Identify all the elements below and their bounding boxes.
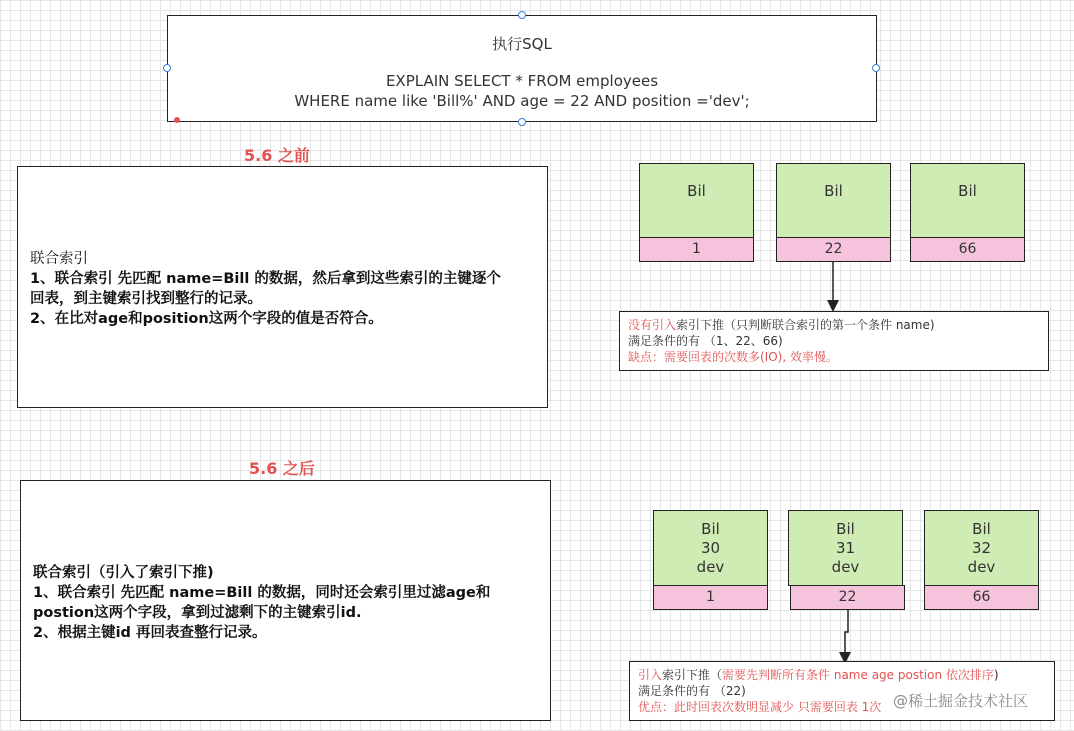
before-arrow bbox=[820, 262, 846, 314]
after-index-key-1[interactable] bbox=[653, 510, 768, 586]
sql-line-1: EXPLAIN SELECT * FROM employees bbox=[385, 72, 659, 90]
after-index-ptr-1[interactable]: 1 bbox=[653, 585, 768, 610]
watermark: @稀土掘金技术社区 bbox=[893, 692, 1029, 710]
before-note-line-1 bbox=[628, 317, 1040, 333]
after-key-2-position: dev bbox=[831, 558, 860, 576]
before-index-ptr-1[interactable]: 1 bbox=[639, 237, 754, 262]
before-desc-title: 联合索引 bbox=[30, 251, 88, 267]
before-heading: 5.6 之前 bbox=[244, 146, 310, 165]
after-index-key-3[interactable] bbox=[924, 510, 1039, 586]
before-index-ptr-3[interactable]: 66 bbox=[910, 237, 1025, 262]
resize-handle-left[interactable] bbox=[163, 64, 171, 72]
before-index-key-1[interactable]: Bil bbox=[639, 163, 754, 238]
after-description-box[interactable] bbox=[20, 480, 551, 721]
connection-point[interactable] bbox=[174, 117, 180, 123]
after-desc-line-2: postion这两个字段，拿到过滤剩下的主键索引id. bbox=[33, 605, 362, 621]
after-index-ptr-2[interactable]: 22 bbox=[790, 585, 905, 610]
after-note-end-text: ) bbox=[993, 668, 999, 682]
before-note[interactable] bbox=[619, 311, 1049, 371]
before-index-key-3[interactable]: Bil bbox=[910, 163, 1025, 238]
after-key-2-age: 31 bbox=[835, 539, 856, 557]
before-note-line-3: 缺点：需要回表的次数多(IO), 效率慢。 bbox=[628, 350, 838, 364]
after-key-3-position: dev bbox=[967, 558, 996, 576]
sql-line-2: WHERE name like 'Bill%' AND age = 22 AND position ='dev'; bbox=[294, 92, 750, 110]
after-key-3-age: 32 bbox=[971, 539, 992, 557]
after-desc-line-3: 2、根据主键id 再回表查整行记录。 bbox=[33, 625, 267, 641]
before-note-red-text: 没有引入 bbox=[628, 318, 677, 332]
after-key-1-age: 30 bbox=[700, 539, 721, 557]
after-arrow bbox=[830, 610, 860, 666]
after-note-red-text-1: 引入 bbox=[638, 668, 663, 682]
before-desc-line-3: 2、在比对age和position这两个字段的值是否符合。 bbox=[30, 311, 383, 327]
after-heading: 5.6 之后 bbox=[249, 459, 315, 478]
before-description-box[interactable] bbox=[17, 166, 548, 408]
before-desc-line-2: 回表，到主键索引找到整行的记录。 bbox=[30, 291, 262, 307]
after-desc-line-1: 1、联合索引 先匹配 name=Bill 的数据，同时还会索引里过滤age和 bbox=[33, 585, 491, 601]
sql-title: 执行SQL bbox=[492, 35, 552, 53]
after-index-key-2[interactable] bbox=[788, 510, 903, 586]
after-note-line-2: 满足条件的有 （22) bbox=[638, 684, 746, 698]
sql-box[interactable] bbox=[167, 15, 877, 122]
before-index-ptr-2[interactable]: 22 bbox=[776, 237, 891, 262]
after-index-ptr-3[interactable]: 66 bbox=[924, 585, 1039, 610]
after-key-3-name: Bil bbox=[972, 520, 991, 538]
after-key-1-name: Bil bbox=[701, 520, 720, 538]
resize-handle-right[interactable] bbox=[872, 64, 880, 72]
before-note-rest-text: 索引下推（只判断联合索引的第一个条件 name) bbox=[676, 318, 935, 332]
after-key-2-name: Bil bbox=[836, 520, 855, 538]
after-note-red-text-2: 需要先判断所有条件 name age postion 依次排序 bbox=[722, 668, 994, 682]
after-key-1-position: dev bbox=[696, 558, 725, 576]
resize-handle-bottom[interactable] bbox=[518, 118, 526, 126]
resize-handle-top[interactable] bbox=[518, 11, 526, 19]
before-desc-line-1: 1、联合索引 先匹配 name=Bill 的数据，然后拿到这些索引的主键逐个 bbox=[30, 271, 501, 287]
after-desc-title: 联合索引（引入了索引下推) bbox=[33, 565, 214, 581]
after-note-line-3: 优点：此时回表次数明显减少 只需要回表 1次 bbox=[638, 700, 882, 714]
before-note-line-2: 满足条件的有 （1、22、66) bbox=[628, 334, 783, 348]
after-note-mid-text: 索引下推（ bbox=[662, 668, 723, 682]
after-note-line-1 bbox=[638, 667, 1046, 683]
before-index-key-2[interactable]: Bil bbox=[776, 163, 891, 238]
